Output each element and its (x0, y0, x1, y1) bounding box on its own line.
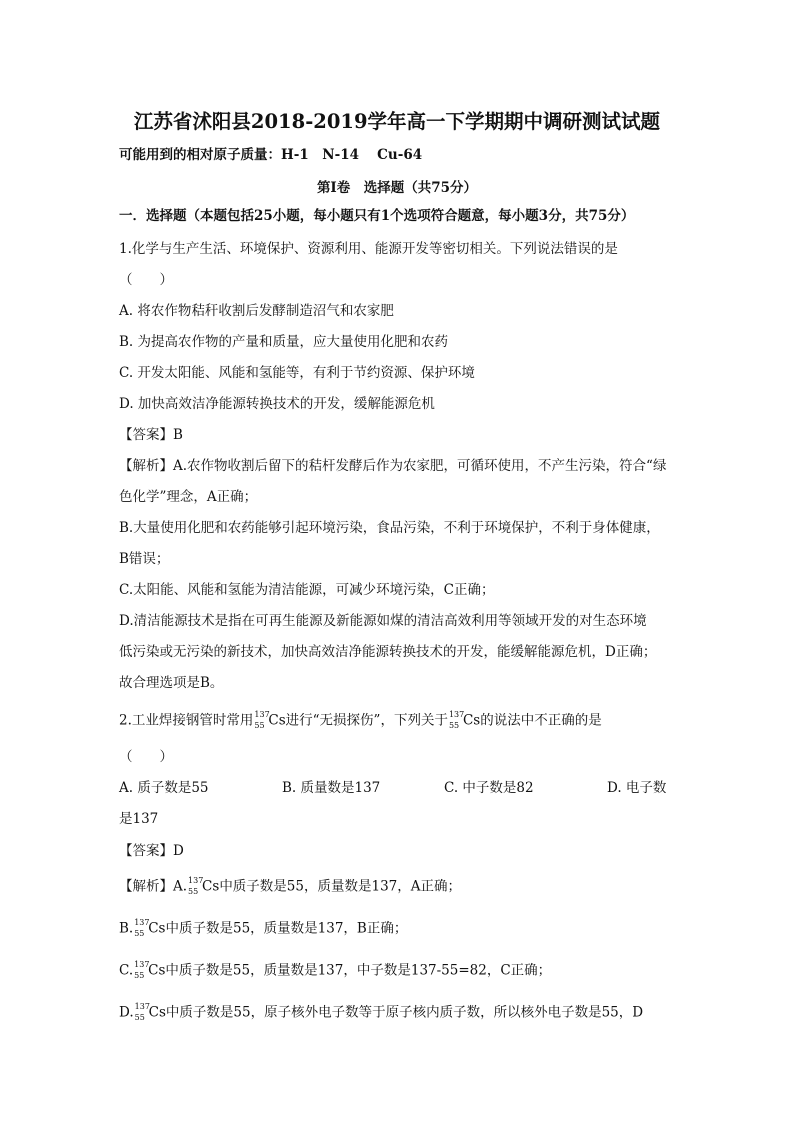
isotope-atomic-number: 55 (188, 887, 199, 896)
question-1-analysis-line: B.大量使用化肥和农药能够引起环境污染，食品污染，不利于环境保护，不利于身体健康， (119, 520, 660, 536)
question-1-answer: 【答案】B (119, 427, 183, 443)
question-2-option-b: B. 质量数是137 (282, 780, 381, 796)
isotope-atomic-number: 55 (448, 721, 460, 730)
isotope-atomic-number: 55 (134, 929, 145, 938)
isotope-symbol: Cs (268, 712, 286, 729)
question-1-option-a: A. 将农作物秸秆收割后发酵制造沼气和农家肥 (119, 303, 394, 319)
question-2-option-d-wrap: 是137 (119, 811, 159, 827)
question-2-answer: 【答案】D (119, 843, 184, 859)
question-1-analysis-line: C.太阳能、风能和氢能为清洁能源，可减少环境污染，C正确； (119, 582, 495, 598)
isotope-notation (448, 710, 465, 732)
isotope-mass-number: 137 (448, 710, 465, 719)
atomic-mass-line: 可能用到的相对原子质量：H-1 N-14 Cu-64 (119, 147, 423, 163)
isotope-notation (254, 710, 270, 732)
question-1-option-b: B. 为提高农作物的产量和质量，应大量使用化肥和农药 (119, 334, 449, 350)
analysis-prefix: D. (119, 1004, 134, 1021)
question-2-stem (119, 710, 602, 732)
isotope-atomic-number: 55 (134, 1013, 145, 1022)
question-2-option-d: D. 电子数 (607, 780, 667, 796)
isotope-symbol: Cs (202, 878, 220, 895)
isotope-symbol: Cs (148, 920, 166, 937)
question-1-stem: 1.化学与生产生活、环境保护、资源利用、能源开发等密切相关。下列说法错误的是 (119, 241, 618, 257)
section-title: 第Ⅰ卷 选择题（共75分） (316, 180, 478, 196)
analysis-text: 中质子数是55，原子核外电子数等于原子核内质子数，所以核外电子数是55，D (165, 1004, 644, 1021)
isotope-notation (188, 876, 204, 898)
question-1-analysis-line: B错误； (119, 551, 170, 567)
analysis-text: 中质子数是55，质量数是137，B正确； (165, 920, 408, 937)
isotope-mass-number: 137 (134, 918, 150, 927)
isotope-symbol: Cs (148, 1004, 166, 1021)
analysis-prefix: 【解析】A. (119, 878, 188, 895)
analysis-text: 中质子数是55，质量数是137，中子数是137-55=82，C正确； (165, 962, 552, 979)
question-1-analysis-line: 色化学”理念，A正确； (119, 489, 258, 505)
document-title: 江苏省沭阳县2018-2019学年高一下学期期中调研测试试题 (133, 110, 661, 133)
part-heading: 一．选择题（本题包括25小题，每小题只有1个选项符合题意，每小题3分，共75分） (119, 208, 635, 224)
isotope-notation (134, 1002, 150, 1024)
question-1-analysis-line: 故合理选项是B。 (119, 675, 224, 691)
isotope-mass-number: 137 (254, 710, 270, 719)
isotope-notation (134, 960, 150, 982)
isotope-symbol: Cs (462, 712, 481, 729)
question-2-analysis-line (119, 918, 407, 940)
question-2-analysis-line (119, 876, 461, 898)
question-2-analysis-line (119, 960, 551, 982)
analysis-text: 中质子数是55，质量数是137，A正确； (219, 878, 462, 895)
question-2-stem-part: 的说法中不正确的是 (480, 712, 602, 729)
question-2-stem-part: 2.工业焊接钢管时常用 (119, 712, 254, 729)
isotope-mass-number: 137 (134, 960, 150, 969)
isotope-atomic-number: 55 (254, 721, 265, 730)
isotope-mass-number: 137 (134, 1002, 150, 1011)
analysis-prefix: C. (119, 962, 134, 979)
isotope-symbol: Cs (148, 962, 166, 979)
question-1-analysis-line: 低污染或无污染的新技术，加快高效洁净能源转换技术的开发，能缓解能源危机，D正确； (119, 644, 657, 660)
question-1-analysis-line: D.清洁能源技术是指在可再生能源及新能源如煤的清洁高效利用等领域开发的对生态环境 (119, 613, 647, 629)
question-2-option-c: C. 中子数是82 (444, 780, 534, 796)
question-1-option-d: D. 加快高效洁净能源转换技术的开发，缓解能源危机 (119, 396, 435, 412)
question-2-analysis-line (119, 1002, 643, 1024)
isotope-atomic-number: 55 (134, 971, 145, 980)
question-2-stem-part: 进行“无损探伤”，下列关于 (285, 712, 448, 729)
isotope-mass-number: 137 (188, 876, 204, 885)
question-2-paren: （ ） (119, 749, 173, 765)
isotope-notation (134, 918, 150, 940)
analysis-prefix: B. (119, 920, 134, 937)
question-1-analysis-line: 【解析】A.农作物收割后留下的秸杆发酵后作为农家肥，可循环使用，不产生污染，符合“绿 (119, 458, 667, 474)
question-1-paren: （ ） (119, 272, 173, 288)
question-2-option-a: A. 质子数是55 (119, 780, 209, 796)
question-1-option-c: C. 开发太阳能、风能和氢能等，有利于节约资源、保护环境 (119, 365, 475, 381)
